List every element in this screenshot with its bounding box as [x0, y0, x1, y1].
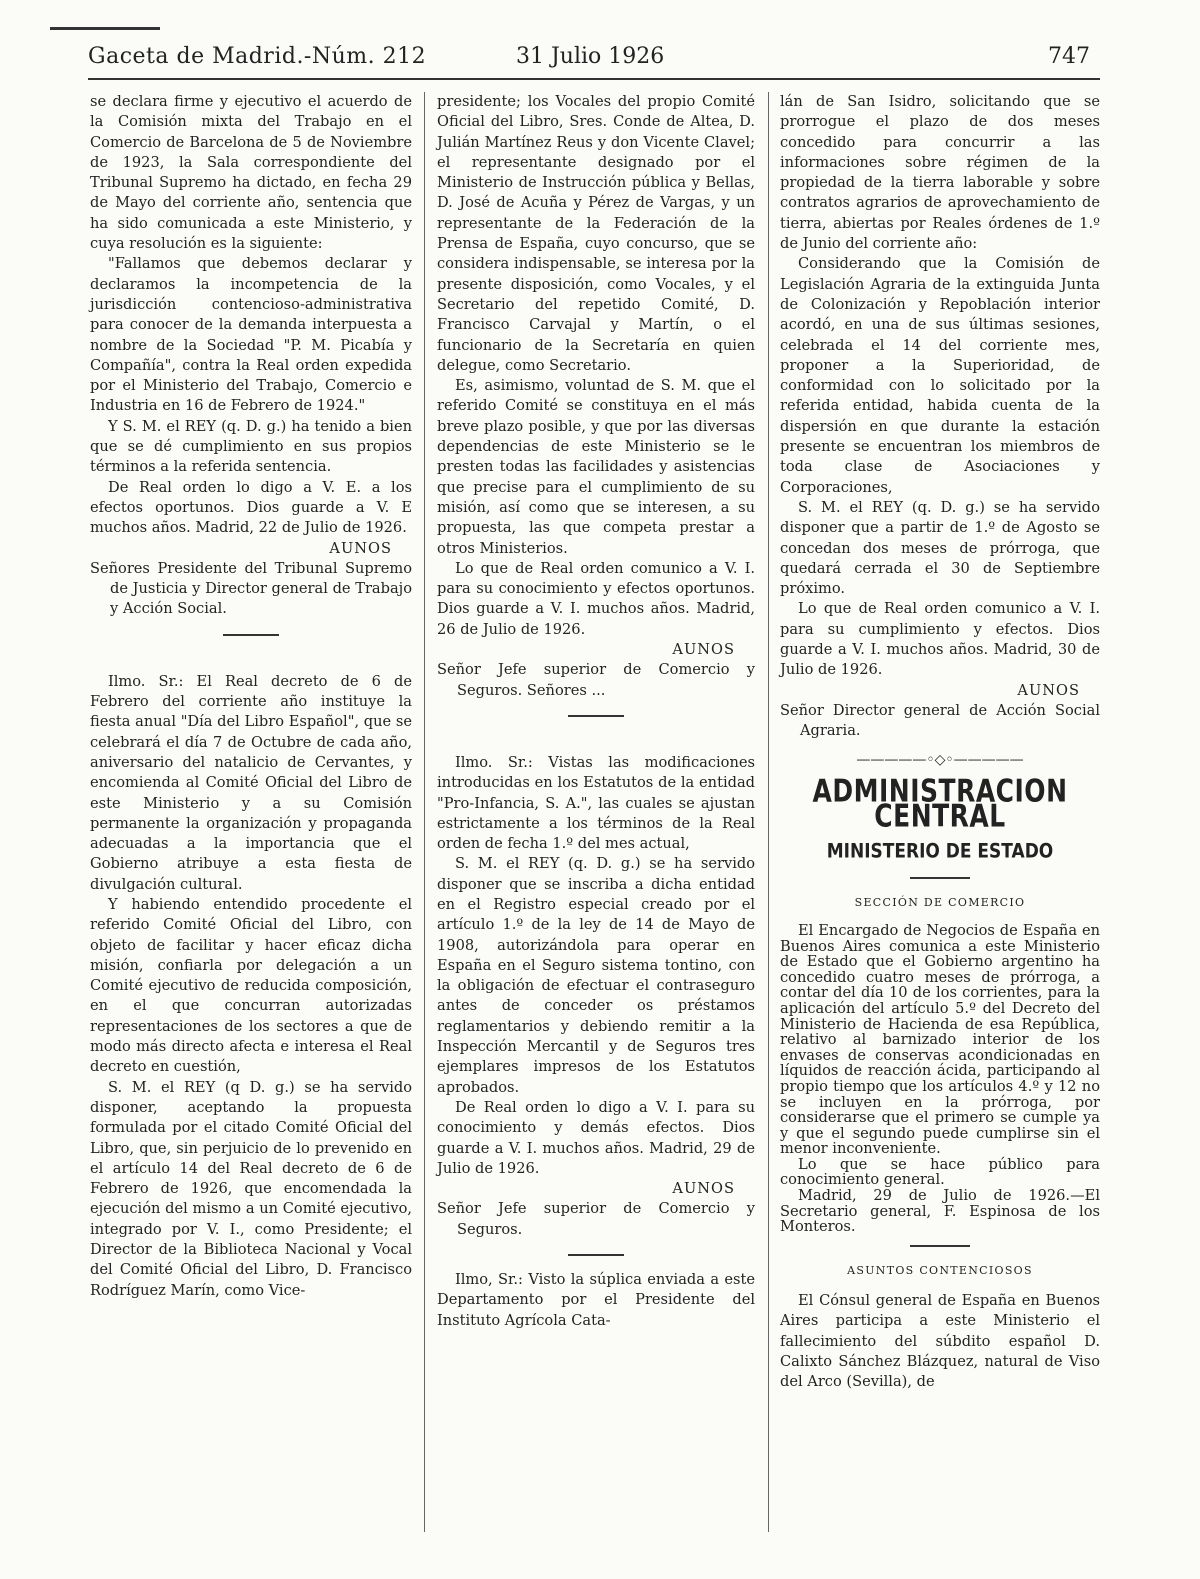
addressee: Señor Jefe superior de Comercio y Seguros.	[437, 1200, 755, 1238]
paragraph: Y S. M. el REY (q. D. g.) ha tenido a bien que se dé cumplimiento en sus propios términos a la referida sentencia.	[90, 417, 412, 476]
dense-block	[780, 923, 1100, 1235]
signature: AUNOS	[672, 1180, 735, 1198]
section-heading: ADMINISTRACION CENTRAL	[812, 772, 1068, 835]
separator-rule	[568, 1254, 624, 1256]
paragraph: Ilmo. Sr.: Vistas las modificaciones introducidas en los Estatutos de la entidad "Pro-Infancia, S. A.", las cuales se ajustan estrictamente a los términos de la Real orden de fecha 1.º del mes actual,	[437, 753, 755, 853]
paragraph: S. M. el REY (q. D. g.) se ha servido disponer que a partir de 1.º de Agosto se concedan dos meses de prórroga, que quedará cerrada el 30 de Septiembre próximo.	[780, 498, 1100, 598]
paragraph: Ilmo, Sr.: Visto la súplica enviada a este Departamento por el Presidente del Instituto Agrícola Cata-	[437, 1271, 755, 1329]
top-rule	[50, 27, 160, 30]
addressee: Señor Jefe superior de Comercio y Seguros. Señores ...	[437, 661, 755, 699]
column-divider	[768, 92, 769, 1532]
signature: AUNOS	[329, 539, 392, 557]
separator-rule	[223, 634, 279, 636]
paragraph: presidente; los Vocales del propio Comité Oficial del Libro, Sres. Conde de Altea, D. Julián Martínez Reus y don Vicente Clavel; el representante designado por el Ministerio de Instrucción pública y Bellas, D. José de Acuña y Pérez de Vargas, y un representante de la Federación de la Prensa de España, cuyo concurso, que se considera indispensable, se interesa por la presente disposición, como Vocales, y el Secretario del repetido Comité, D. Francisco Carvajal y Martín, o el funcionario de la Secretaría en quien delegue, como Secretario.	[437, 93, 755, 374]
separator-rule	[568, 715, 624, 717]
column-1	[90, 92, 412, 1301]
paragraph: El Cónsul general de España en Buenos Aires participa a este Ministerio el fallecimiento del súbdito español D. Calixto Sánchez Blázquez, natural de Viso del Arco (Sevilla), de	[780, 1292, 1100, 1391]
column-2	[437, 92, 755, 1331]
addressee: Señor Director general de Acción Social Agraria.	[780, 701, 1100, 740]
paragraph: Madrid, 29 de Julio de 1926.—El Secretario general, F. Espinosa de los Monteros.	[780, 1187, 1100, 1236]
paragraph: De Real orden lo digo a V. E. a los efectos oportunos. Dios guarde a V. E muchos años. Madrid, 22 de Julio de 1926.	[90, 478, 412, 537]
spacer	[437, 731, 755, 753]
signature: AUNOS	[672, 641, 735, 659]
column-divider	[424, 92, 425, 1532]
paragraph: Lo que se hace público para conocimiento general.	[780, 1155, 1100, 1189]
paragraph: Considerando que la Comisión de Legislación Agraria de la extinguida Junta de Colonización y Repoblación interior acordó, en una de sus últimas sesiones, celebrada el 14 del corriente mes, proponer a la Superioridad, de conformidad con lo solicitado por la referida entidad, habida cuenta de la dispersión en que durante la estación presente se encuentran los miembros de toda clase de Asociaciones y Corporaciones,	[780, 255, 1100, 496]
paragraph: Y habiendo entendido procedente el referido Comité Oficial del Libro, con objeto de facilitar y hacer eficaz dicha misión, confiarla por delegación a un Comité ejecutivo de reducida composición, en el que concurran autorizadas representaciones de los sectores a que de modo más directo afecta e interesa el Real decreto en cuestión,	[90, 895, 412, 1076]
spacer	[90, 650, 412, 672]
subsection-heading: ASUNTOS CONTENCIOSOS	[847, 1263, 1033, 1277]
paragraph: Lo que de Real orden comunico a V. I. para su conocimiento y efectos oportunos. Dios guarde a V. I. muchos años. Madrid, 26 de Julio de 1926.	[437, 559, 755, 638]
paragraph: Es, asimismo, voluntad de S. M. que el referido Comité se constituya en el más breve plazo posible, y que por las diversas dependencias de este Ministerio se le presten todas las facilidades y asistencias que precise para el cumplimiento de su misión, así como que se interesen, a su propuesta, las que competa prestar a otros Ministerios.	[437, 377, 755, 557]
separator-rule	[910, 1245, 970, 1247]
separator-rule	[910, 877, 970, 879]
paragraph: Lo que de Real orden comunico a V. I. para su cumplimiento y efectos. Dios guarde a V. I. muchos años. Madrid, 30 de Julio de 1926.	[780, 600, 1100, 679]
column-3	[780, 92, 1100, 1393]
paragraph: El Encargado de Negocios de España en Buenos Aires comunica a este Ministerio de Estado que el Gobierno argentino ha concedido cuatro meses de prórroga, a contar del día 10 de los corrientes, para la aplicación del artículo 5.º del Decreto del Ministerio de Hacienda de esa República, relativo al barnizado interior de los envases de conservas acondicionadas en líquidos de reacción ácida, participando al propio tiempo que los artículos 4.º y 12 no se incluyen en la prórroga, por considerarse que el primero se cumple ya y que el segundo puede cumplirse sin el menor inconveniente.	[780, 921, 1100, 1158]
ministry-heading: MINISTERIO DE ESTADO	[826, 840, 1054, 864]
paragraph: S. M. el REY (q. D. g.) se ha servido disponer que se inscriba a dicha entidad en el Registro especial creado por el artículo 1.º de la ley de 14 de Mayo de 1908, autorizándola para operar en España en el Seguro sistema tontino, con la obligación de efectuar el contraseguro antes de conceder os préstamos reglamentarios y debiendo remitir a la Inspección Mercantil y de Seguros tres ejemplares impresos de los Estatutos aprobados.	[437, 855, 755, 1096]
paragraph: lán de San Isidro, solicitando que se prorrogue el plazo de dos meses concedido para concurrir a las informaciones sobre régimen de la propiedad de la tierra laborable y sobre contratos agrarios de aprovechamiento de tierra, abiertas por Reales órdenes de 1.º de Junio del corriente año:	[780, 93, 1100, 253]
page-number: 747	[1048, 44, 1090, 69]
paragraph: "Fallamos que debemos declarar y declaramos la incompetencia de la jurisdicción contencioso-administrativa para conocer de la demanda interpuesta a nombre de la Sociedad "P. M. Picabía y Compañía", contra la Real orden expedida por el Ministerio del Trabajo, Comercio e Industria en 16 de Febrero de 1924."	[90, 255, 412, 415]
paragraph: De Real orden lo digo a V. I. para su conocimiento y demás efectos. Dios guarde a V. I. muchos años. Madrid, 29 de Julio de 1926.	[437, 1098, 755, 1177]
addressee: Señores Presidente del Tribunal Supremo de Justicia y Director general de Trabajo y Acción Social.	[90, 559, 412, 618]
subsection-heading: SECCIÓN DE COMERCIO	[854, 895, 1026, 909]
ornament-divider: —————◦◇◦—————	[856, 751, 1024, 768]
paragraph: Ilmo. Sr.: El Real decreto de 6 de Febrero del corriente año instituye la fiesta anual "Día del Libro Español", que se celebrará el día 7 de Octubre de cada año, aniversario del natalicio de Cervantes, y encomienda al Comité Oficial del Libro de este Ministerio y a su Comisión permanente la organización y propaganda adecuadas a la importancia que el Gobierno atribuye a esta fiesta de divulgación cultural.	[90, 672, 412, 893]
paragraph: S. M. el REY (q D. g.) se ha servido disponer, aceptando la propuesta formulada por el citado Comité Oficial del Libro, que, sin perjuicio de lo prevenido en el artículo 14 del Real decreto de 6 de Febrero de 1926, que encomendada la ejecución del mismo a un Comité ejecutivo, integrado por V. I., como Presidente; el Director de la Biblioteca Nacional y Vocal del Comité Oficial del Libro, D. Francisco Rodríguez Marín, como Vice-	[90, 1078, 412, 1299]
signature: AUNOS	[1017, 681, 1080, 699]
issue-date: 31 Julio 1926	[516, 44, 665, 69]
page-header	[88, 44, 1100, 80]
gazette-title: Gaceta de Madrid.-Núm. 212	[88, 44, 427, 69]
paragraph: se declara firme y ejecutivo el acuerdo de la Comisión mixta del Trabajo en el Comercio de Barcelona de 5 de Noviembre de 1923, la Sala correspondiente del Tribunal Supremo ha dictado, en fecha 29 de Mayo del corriente año, sentencia que ha sido comunicada a este Ministerio, y cuya resolución es la siguiente:	[90, 93, 412, 253]
